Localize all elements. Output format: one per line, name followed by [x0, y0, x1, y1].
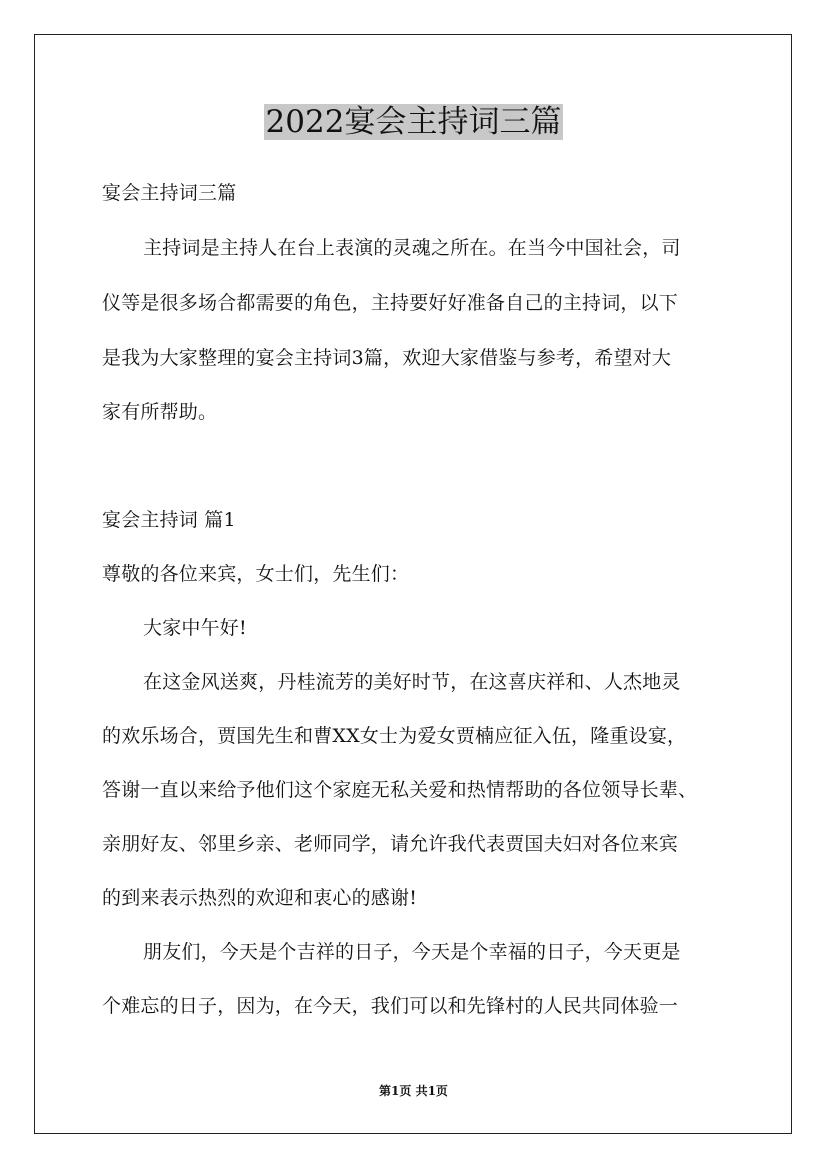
document-heading: 宴会主持词三篇 [102, 182, 237, 204]
paragraph2-line-2: 个难忘的日子，因为，在今天，我们可以和先锋村的人民共同体验一 [102, 995, 679, 1017]
paragraph1-line-3: 答谢一直以来给予他们这个家庭无私关爱和热情帮助的各位领导长辈、 [102, 779, 698, 801]
page-footer: 第1页 共1页 [379, 1084, 448, 1098]
paragraph1-line-4: 亲朋好友、邻里乡亲、老师同学，请允许我代表贾国夫妇对各位来宾 [102, 833, 679, 855]
intro-line-2: 仪等是很多场合都需要的角色，主持要好好准备自己的主持词，以下 [102, 292, 679, 314]
document-title: 2022宴会主持词三篇 [265, 104, 562, 140]
salutation: 尊敬的各位来宾，女士们，先生们： [102, 563, 410, 585]
intro-line-1: 主持词是主持人在台上表演的灵魂之所在。在当今中国社会，司 [143, 237, 681, 259]
section-title: 宴会主持词 篇1 [102, 509, 236, 531]
intro-line-3: 是我为大家整理的宴会主持词3篇，欢迎大家借鉴与参考，希望对大 [102, 347, 672, 369]
greeting: 大家中午好! [143, 617, 247, 639]
paragraph1-line-2: 的欢乐场合，贾国先生和曹XX女士为爱女贾楠应征入伍，隆重设宴， [102, 725, 687, 747]
paragraph2-line-1: 朋友们，今天是个吉祥的日子，今天是个幸福的日子，今天更是 [143, 941, 681, 963]
paragraph1-line-1: 在这金风送爽，丹桂流芳的美好时节，在这喜庆祥和、人杰地灵 [143, 671, 681, 693]
intro-line-4: 家有所帮助。 [102, 401, 218, 423]
paragraph1-line-5: 的到来表示热烈的欢迎和衷心的感谢! [102, 887, 418, 909]
